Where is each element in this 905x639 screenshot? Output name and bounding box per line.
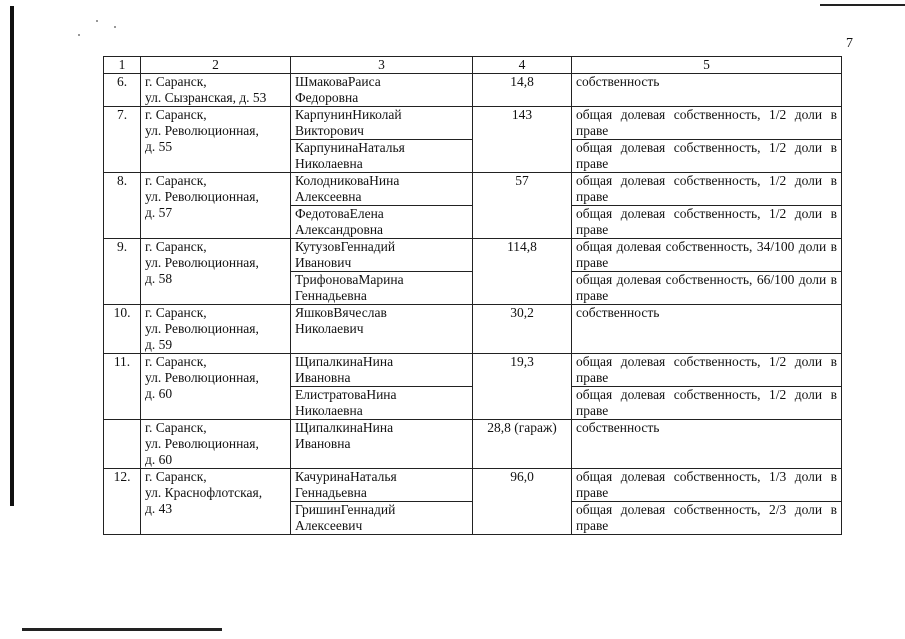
area-cell: 14,8 (473, 74, 572, 107)
owner-name-line (295, 420, 468, 436)
address-line: ул. Революционная, (145, 255, 259, 270)
owner-surname: Шмакова (295, 74, 348, 89)
row-number-cell: 11. (104, 354, 141, 420)
address-line: ул. Революционная, (145, 370, 259, 385)
address-line: д. 60 (145, 386, 173, 401)
address-line: д. 55 (145, 139, 173, 154)
address-line: д. 57 (145, 205, 173, 220)
owner-name-line (295, 74, 468, 90)
address-line: ул. Сызранская, д. 53 (145, 90, 267, 105)
table-row (104, 420, 842, 469)
ownership-right-cell: общая долевая собственность, 1/2 доли в праве (572, 354, 842, 387)
owner-cell (291, 239, 473, 272)
owner-name-line (295, 305, 468, 321)
address-cell (141, 107, 291, 173)
address-line: г. Саранск, (145, 469, 207, 484)
owner-patronymic: Ивановна (295, 436, 351, 451)
address-line: д. 58 (145, 271, 173, 286)
row-number-cell: 9. (104, 239, 141, 305)
address-line: г. Саранск, (145, 74, 207, 89)
owner-name-line (295, 173, 468, 189)
address-line: г. Саранск, (145, 420, 207, 435)
owner-name-line (295, 140, 468, 156)
address-line: ул. Краснофлотская, (145, 485, 263, 500)
area-cell: 96,0 (473, 469, 572, 535)
page-number: 7 (846, 36, 853, 51)
owner-first-name: Нина (362, 354, 394, 369)
address-cell (141, 469, 291, 535)
scan-edge-bar (10, 6, 14, 506)
scan-speck (78, 34, 80, 36)
area-cell: 30,2 (473, 305, 572, 354)
address-line: ул. Революционная, (145, 123, 259, 138)
row-number-cell: 12. (104, 469, 141, 535)
owner-first-name: Раиса (347, 74, 381, 89)
owner-first-name: Нина (362, 420, 394, 435)
row-number-cell: 10. (104, 305, 141, 354)
owner-first-name: Геннадий (340, 502, 396, 517)
column-header: 5 (572, 57, 842, 74)
ownership-right-cell: общая долевая собственность, 34/100 доли в праве (572, 239, 842, 272)
scan-bottom-rule (22, 628, 222, 631)
area-cell: 28,8 (гараж) (473, 420, 572, 469)
row-number-cell: 6. (104, 74, 141, 107)
address-cell (141, 173, 291, 239)
owner-cell (291, 140, 473, 173)
address-cell (141, 239, 291, 305)
owner-first-name: Нина (366, 387, 397, 402)
ownership-right-cell: общая долевая собственность, 1/2 доли в праве (572, 107, 842, 140)
address-line: д. 60 (145, 452, 173, 467)
column-header: 2 (141, 57, 291, 74)
owner-surname: Федотова (295, 206, 350, 221)
ownership-right-cell: общая долевая собственность, 1/3 доли в праве (572, 469, 842, 502)
row-number-cell (104, 420, 141, 469)
address-cell (141, 420, 291, 469)
owner-name-line (295, 272, 468, 288)
address-line: г. Саранск, (145, 305, 207, 320)
area-cell: 57 (473, 173, 572, 239)
table-row (104, 239, 842, 272)
owner-cell (291, 502, 473, 535)
owner-patronymic: Александровна (295, 222, 384, 237)
owner-first-name: Нина (369, 173, 400, 188)
owner-first-name: Наталья (358, 140, 405, 155)
ownership-right-cell: общая долевая собственность, 1/2 доли в праве (572, 206, 842, 239)
ownership-right-cell: общая долевая собственность, 1/2 доли в праве (572, 387, 842, 420)
owner-name-line (295, 469, 468, 485)
area-cell: 114,8 (473, 239, 572, 305)
owner-cell (291, 420, 473, 469)
owner-first-name: Елена (349, 206, 384, 221)
owner-cell (291, 173, 473, 206)
column-header: 4 (473, 57, 572, 74)
table-row (104, 173, 842, 206)
scan-speck (114, 26, 116, 28)
table-row (104, 354, 842, 387)
owner-cell (291, 272, 473, 305)
address-line: д. 43 (145, 501, 173, 516)
address-line: ул. Революционная, (145, 189, 259, 204)
address-line: ул. Революционная, (145, 321, 259, 336)
ownership-right-cell: общая долевая собственность, 1/2 доли в праве (572, 140, 842, 173)
owner-name-line (295, 206, 468, 222)
table-row (104, 107, 842, 140)
address-line: г. Саранск, (145, 239, 207, 254)
owner-patronymic: Николаевна (295, 403, 363, 418)
owner-cell (291, 206, 473, 239)
row-number-cell: 7. (104, 107, 141, 173)
owner-surname: Кутузов (295, 239, 341, 254)
owner-surname: Колодникова (295, 173, 370, 188)
owner-first-name: Наталья (350, 469, 397, 484)
owner-cell (291, 354, 473, 387)
scan-speck (96, 20, 98, 22)
owner-name-line (295, 107, 468, 123)
address-line: ул. Революционная, (145, 436, 259, 451)
ownership-right-cell: собственность (572, 305, 842, 354)
owner-patronymic: Иванович (295, 255, 352, 270)
owner-first-name: Геннадий (340, 239, 396, 254)
owner-patronymic: Николаевна (295, 156, 363, 171)
owner-name-line (295, 387, 468, 403)
address-cell (141, 354, 291, 420)
ownership-right-cell: собственность (572, 420, 842, 469)
ownership-right-cell: общая долевая собственность, 2/3 доли в праве (572, 502, 842, 535)
column-header: 1 (104, 57, 141, 74)
owner-cell (291, 469, 473, 502)
address-cell (141, 305, 291, 354)
address-line: г. Саранск, (145, 107, 207, 122)
table-row (104, 305, 842, 354)
owner-surname: Карпунин (295, 107, 353, 122)
owner-cell (291, 305, 473, 354)
owner-patronymic: Алексеевна (295, 189, 362, 204)
ownership-right-cell: общая долевая собственность, 1/2 доли в праве (572, 173, 842, 206)
ownership-right-cell: собственность (572, 74, 842, 107)
owner-name-line (295, 354, 468, 370)
area-cell: 143 (473, 107, 572, 173)
scan-top-rule (820, 4, 905, 6)
owner-surname: Карпунина (295, 140, 359, 155)
address-line: г. Саранск, (145, 173, 207, 188)
owner-first-name: Марина (358, 272, 404, 287)
owner-name-line (295, 502, 468, 518)
address-line: г. Саранск, (145, 354, 207, 369)
owner-patronymic: Викторович (295, 123, 364, 138)
property-register-table (103, 56, 842, 535)
owner-patronymic: Геннадьевна (295, 485, 367, 500)
table-header-row (104, 57, 842, 74)
owner-surname: Гришин (295, 502, 341, 517)
owner-first-name: Вячеслав (333, 305, 387, 320)
row-number-cell: 8. (104, 173, 141, 239)
owner-surname: Щипалкина (295, 420, 363, 435)
owner-surname: Качурина (295, 469, 351, 484)
owner-patronymic: Федоровна (295, 90, 359, 105)
table-row (104, 469, 842, 502)
owner-patronymic: Алексеевич (295, 518, 363, 533)
area-cell: 19,3 (473, 354, 572, 420)
column-header: 3 (291, 57, 473, 74)
address-cell (141, 74, 291, 107)
owner-patronymic: Ивановна (295, 370, 351, 385)
owner-cell (291, 74, 473, 107)
owner-patronymic: Геннадьевна (295, 288, 367, 303)
ownership-right-cell: общая долевая собственность, 66/100 доли в праве (572, 272, 842, 305)
owner-cell (291, 387, 473, 420)
table-row (104, 74, 842, 107)
owner-patronymic: Николаевич (295, 321, 364, 336)
owner-cell (291, 107, 473, 140)
owner-name-line (295, 239, 468, 255)
owner-surname: Яшков (295, 305, 334, 320)
owner-first-name: Николай (352, 107, 402, 122)
owner-surname: Елистратова (295, 387, 367, 402)
owner-surname: Щипалкина (295, 354, 363, 369)
table-body (104, 57, 842, 535)
owner-surname: Трифонова (295, 272, 359, 287)
address-line: д. 59 (145, 337, 173, 352)
